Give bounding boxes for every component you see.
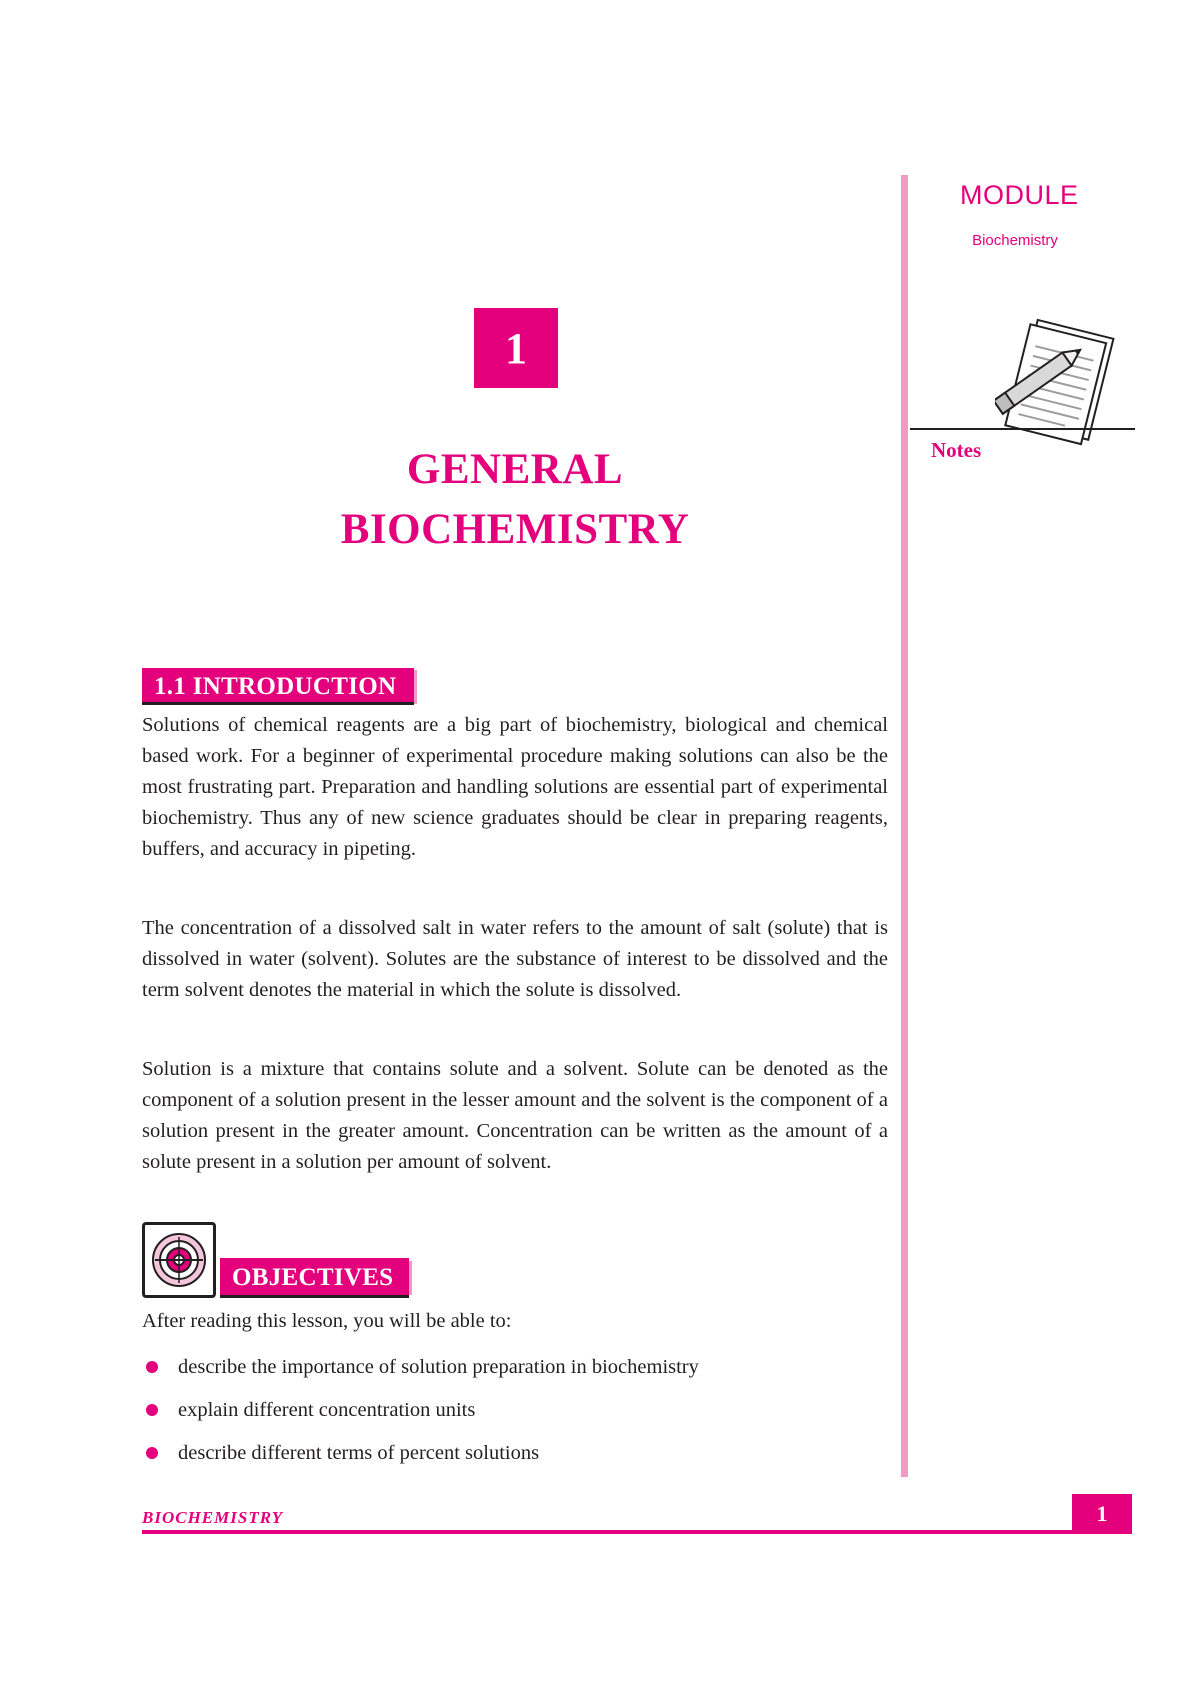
list-item [142, 1395, 699, 1438]
module-subject: Biochemistry [972, 232, 1058, 249]
notes-label: Notes [931, 438, 982, 462]
introduction-heading-label: 1.1 INTRODUCTION [142, 668, 414, 705]
objectives-heading-label: OBJECTIVES [220, 1258, 409, 1298]
chapter-title-line2: BIOCHEMISTRY [340, 506, 690, 553]
intro-paragraph-3: Solution is a mixture that contains solute and a solvent. Solute can be denoted as the component of a solution present in the lesser amount and the solvent is the component of a solution present in the greater amount. Concentration can be written as the amount of a solute present in a solution per amount of solvent. [142, 1058, 888, 1173]
objective-text: explain different concentration units [178, 1399, 476, 1421]
intro-paragraph-1: Solutions of chemical reagents are a big part of biochemistry, biological and chemical based work. For a beginner of experimental procedure making solutions can also be the most frustrating part. Preparation and handling solutions are essential part of experimental biochemistry. Thus any of new science graduates should be clear in preparing reagents, buffers, and accuracy in pipeting. [142, 714, 888, 860]
bullet-icon [146, 1447, 158, 1459]
chapter-number: 1 [474, 308, 558, 388]
objectives-heading [220, 1258, 420, 1298]
target-icon [142, 1222, 216, 1298]
list-item [142, 1352, 699, 1395]
objectives-intro: After reading this lesson, you will be able to: [142, 1310, 512, 1332]
notes-divider [910, 428, 1135, 430]
bullet-icon [146, 1361, 158, 1373]
footer-divider [142, 1530, 1132, 1534]
objective-text: describe the importance of solution preparation in biochemistry [178, 1356, 699, 1378]
footer-label: BIOCHEMISTRY [142, 1508, 284, 1527]
module-label: MODULE [960, 180, 1079, 210]
chapter-title-line1: GENERAL [406, 446, 624, 493]
page-number: 1 [1072, 1494, 1132, 1534]
heading-accent [409, 1261, 420, 1295]
list-item [142, 1438, 699, 1481]
introduction-heading [142, 668, 425, 705]
heading-accent [414, 670, 425, 704]
intro-paragraph-2: The concentration of a dissolved salt in water refers to the amount of salt (solute) that is dissolved in water (solvent). Solutes are the substance of interest to be dissolved and the term solvent denotes the material in which the solute is dissolved. [142, 917, 888, 1001]
objectives-list [142, 1352, 699, 1481]
sidebar-divider [901, 175, 908, 1477]
bullet-icon [146, 1404, 158, 1416]
chapter-title [240, 440, 790, 560]
objective-text: describe different terms of percent solutions [178, 1442, 540, 1464]
